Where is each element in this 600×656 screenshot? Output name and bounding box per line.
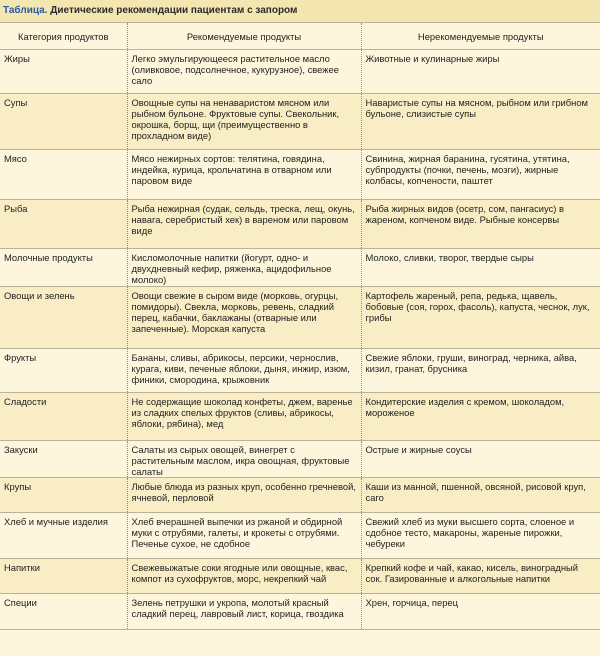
cell-recommended: Овощные супы на ненаваристом мясном или рыбном бульоне. Фруктовые супы. Свекольник, окрошка, борщ, щи (преимущественно в прохладном виде): [127, 94, 361, 150]
cell-recommended: Салаты из сырых овощей, винегрет с растительным маслом, икра овощная, фруктовые салаты: [127, 441, 361, 478]
table-row: [0, 249, 600, 287]
cell-not-recommended: Острые и жирные соусы: [361, 441, 600, 478]
diet-table: [0, 23, 600, 630]
table-row: [0, 513, 600, 559]
cell-not-recommended: Рыба жирных видов (осетр, сом, пангасиус) в жареном, копченом виде. Рыбные консервы: [361, 200, 600, 249]
cell-not-recommended: Картофель жареный, репа, редька, щавель, бобовые (соя, горох, фасоль), капуста, чеснок, лук, грибы: [361, 287, 600, 349]
table-row: [0, 94, 600, 150]
caption-title: Диетические рекомендации пациентам с запором: [47, 5, 298, 16]
cell-category: Молочные продукты: [0, 249, 127, 287]
cell-category: Специи: [0, 594, 127, 630]
cell-recommended: Любые блюда из разных круп, особенно гречневой, ячневой, перловой: [127, 478, 361, 513]
cell-not-recommended: Кондитерские изделия с кремом, шоколадом, мороженое: [361, 393, 600, 441]
table-caption: [0, 0, 600, 23]
cell-recommended: Рыба нежирная (судак, сельдь, треска, лещ, окунь, навага, серебристый хек) в вареном или паровом виде: [127, 200, 361, 249]
table-row: [0, 200, 600, 249]
table-row: [0, 393, 600, 441]
cell-category: Жиры: [0, 50, 127, 94]
cell-not-recommended: Молоко, сливки, творог, твердые сыры: [361, 249, 600, 287]
table-row: [0, 441, 600, 478]
header-row: [0, 23, 600, 50]
cell-category: Овощи и зелень: [0, 287, 127, 349]
cell-recommended: Хлеб вчерашней выпечки из ржаной и обдирной муки с отрубями, галеты, и крокеты с отрубями. Печенье сухое, не сдобное: [127, 513, 361, 559]
cell-not-recommended: Крепкий кофе и чай, какао, кисель, виноградный сок. Газированные и алкогольные напитки: [361, 559, 600, 594]
cell-recommended: Не содержащие шоколад конфеты, джем, варенье из сладких спелых фруктов (сливы, абрикосы, яблоки, рябина), мед: [127, 393, 361, 441]
table-row: [0, 287, 600, 349]
header-category: Категория продуктов: [0, 23, 127, 50]
cell-category: Напитки: [0, 559, 127, 594]
cell-category: Сладости: [0, 393, 127, 441]
cell-recommended: Зелень петрушки и укропа, молотый красный сладкий перец, лавровый лист, корица, гвоздика: [127, 594, 361, 630]
table-row: [0, 559, 600, 594]
caption-label: Таблица.: [3, 5, 48, 16]
table-row: [0, 594, 600, 630]
cell-recommended: Бананы, сливы, абрикосы, персики, чернослив, курага, киви, печеные яблоки, дыня, инжир, изюм, финики, смородина, крыжовник: [127, 349, 361, 393]
cell-category: Хлеб и мучные изделия: [0, 513, 127, 559]
table-row: [0, 478, 600, 513]
table-row: [0, 150, 600, 200]
cell-recommended: Мясо нежирных сортов: телятина, говядина, индейка, курица, крольчатина в отварном или паровом виде: [127, 150, 361, 200]
cell-category: Супы: [0, 94, 127, 150]
cell-not-recommended: Животные и кулинарные жиры: [361, 50, 600, 94]
table-row: [0, 349, 600, 393]
cell-not-recommended: Каши из манной, пшенной, овсяной, рисовой круп, саго: [361, 478, 600, 513]
cell-not-recommended: Свинина, жирная баранина, гусятина, утятина, субпродукты (почки, печень, мозги), жирные колбасы, копчености, паштет: [361, 150, 600, 200]
cell-recommended: Овощи свежие в сыром виде (морковь, огурцы, помидоры). Свекла, морковь, ревень, сладкий перец, кабачки, баклажаны (отварные или запеченные). Морская капуста: [127, 287, 361, 349]
cell-not-recommended: Наваристые супы на мясном, рыбном или грибном бульоне, слизистые супы: [361, 94, 600, 150]
header-recommended: Рекомендуемые продукты: [127, 23, 361, 50]
cell-category: Рыба: [0, 200, 127, 249]
cell-category: Крупы: [0, 478, 127, 513]
cell-category: Фрукты: [0, 349, 127, 393]
cell-category: Закуски: [0, 441, 127, 478]
cell-recommended: Свежевыжатые соки ягодные или овощные, квас, компот из сухофруктов, морс, некрепкий чай: [127, 559, 361, 594]
cell-not-recommended: Хрен, горчица, перец: [361, 594, 600, 630]
table-row: [0, 50, 600, 94]
cell-not-recommended: Свежие яблоки, груши, виноград, черника, айва, кизил, гранат, брусника: [361, 349, 600, 393]
header-not-recommended: Нерекомендуемые продукты: [361, 23, 600, 50]
cell-category: Мясо: [0, 150, 127, 200]
cell-not-recommended: Свежий хлеб из муки высшего сорта, слоеное и сдобное тесто, макароны, жареные пирожки, чебуреки: [361, 513, 600, 559]
cell-recommended: Кисломолочные напитки (йогурт, одно- и двухдневный кефир, ряженка, ацидофильное молоко): [127, 249, 361, 287]
cell-recommended: Легко эмульгирующееся растительное масло (оливковое, подсолнечное, кукурузное), свежее сало: [127, 50, 361, 94]
